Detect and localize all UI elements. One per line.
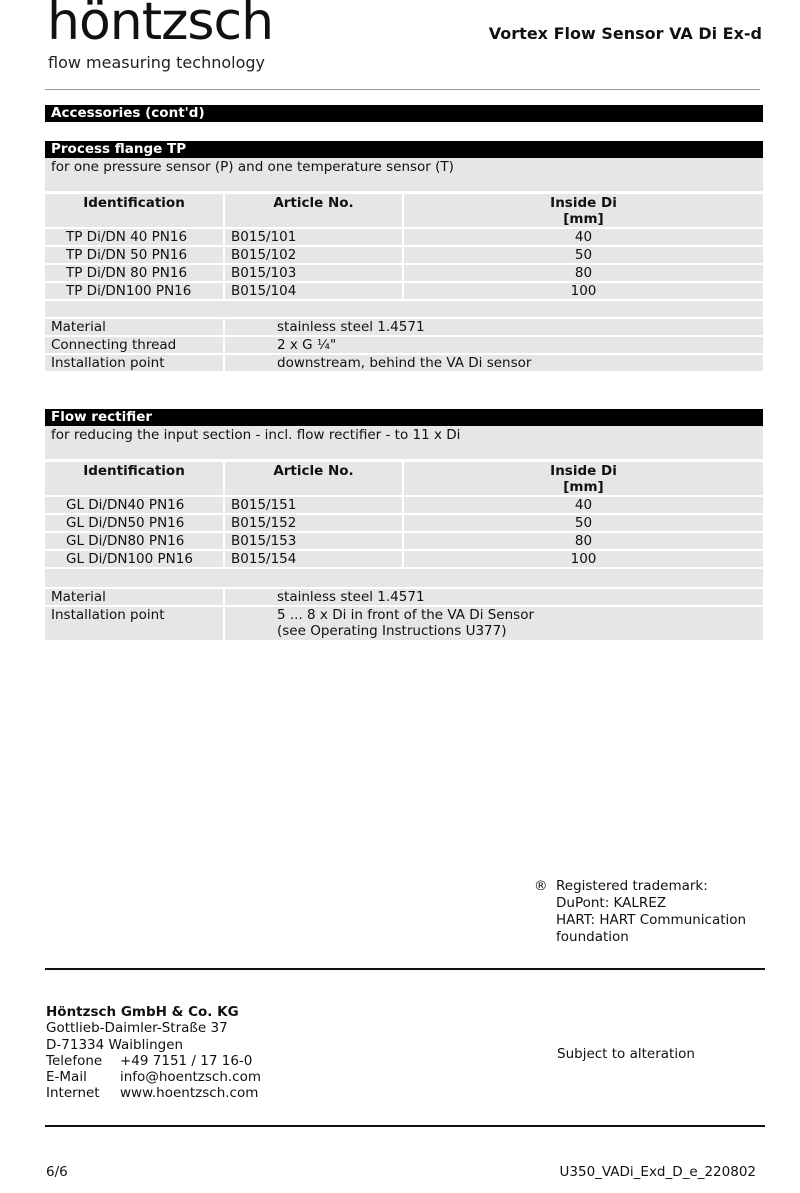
rectifier-table-header [45, 462, 763, 495]
property-row [45, 337, 763, 353]
row-inside-di: 100 [404, 551, 763, 567]
page-number: 6/6 [46, 1164, 68, 1180]
col-article: Article No. [225, 194, 402, 227]
subject-note: Subject to alteration [557, 1046, 695, 1062]
flange-description: for one pressure sensor (P) and one temperature sensor (T) [45, 158, 763, 191]
company-address [46, 1004, 261, 1102]
col-article: Article No. [225, 462, 402, 495]
property-label: Material [45, 319, 223, 335]
property-row [45, 319, 763, 335]
email-label: E-Mail [46, 1069, 87, 1086]
table-row [45, 229, 763, 245]
row-identification: GL Di/DN50 PN16 [45, 515, 223, 531]
website-link[interactable]: www.hoentzsch.com [120, 1085, 259, 1102]
col-identification: Identification [45, 194, 223, 227]
web-label: Internet [46, 1085, 100, 1102]
company-logo: höntzsch [47, 0, 274, 52]
property-label: Connecting thread [45, 337, 223, 353]
col-identification: Identification [45, 462, 223, 495]
property-label: Material [45, 589, 223, 605]
trademark-line: DuPont: KALREZ [556, 895, 667, 911]
row-inside-di: 100 [404, 283, 763, 299]
col-inside-di [404, 194, 763, 227]
table-row [45, 265, 763, 281]
document-title: Vortex Flow Sensor VA Di Ex-d [488, 24, 762, 43]
row-article: B015/103 [225, 265, 402, 281]
table-row [45, 515, 763, 531]
property-value: downstream, behind the VA Di sensor [225, 355, 763, 371]
property-label: Installation point [45, 355, 223, 371]
row-identification: GL Di/DN100 PN16 [45, 551, 223, 567]
footer-divider-top [45, 968, 765, 970]
col-inside-di-label: Inside Di [550, 463, 617, 479]
property-value: 2 x G ¼" [225, 337, 763, 353]
row-article: B015/153 [225, 533, 402, 549]
section-title-rectifier: Flow rectifier [45, 409, 763, 426]
flange-table-header [45, 194, 763, 227]
table-row [45, 551, 763, 567]
company-name: Höntzsch GmbH & Co. KG [46, 1004, 239, 1020]
table-row [45, 533, 763, 549]
document-id: U350_VADi_Exd_D_e_220802 [559, 1164, 756, 1180]
row-article: B015/102 [225, 247, 402, 263]
row-identification: GL Di/DN40 PN16 [45, 497, 223, 513]
property-row [45, 589, 763, 605]
property-row [45, 607, 763, 640]
logo-tagline: flow measuring technology [48, 53, 265, 72]
col-inside-di-label: Inside Di [550, 195, 617, 211]
email-link[interactable]: info@hoentzsch.com [120, 1069, 262, 1086]
row-article: B015/154 [225, 551, 402, 567]
property-value: stainless steel 1.4571 [225, 589, 763, 605]
row-article: B015/151 [225, 497, 402, 513]
col-inside-di-unit: [mm] [563, 211, 604, 227]
table-row [45, 497, 763, 513]
row-inside-di: 40 [404, 497, 763, 513]
trademark-line: Registered trademark: [556, 878, 708, 894]
property-label: Installation point [45, 607, 223, 640]
company-street: Gottlieb-Daimler-Straße 37 [46, 1020, 228, 1037]
accessories-bar: Accessories (cont'd) [45, 105, 763, 122]
property-value [225, 607, 763, 640]
row-inside-di: 50 [404, 515, 763, 531]
row-article: B015/152 [225, 515, 402, 531]
col-inside-di-unit: [mm] [563, 479, 604, 495]
rectifier-description: for reducing the input section - incl. flow rectifier - to 11 x Di [45, 426, 763, 459]
company-city: D-71334 Waiblingen [46, 1036, 184, 1053]
row-inside-di: 80 [404, 265, 763, 281]
row-identification: TP Di/DN 50 PN16 [45, 247, 223, 263]
row-inside-di: 50 [404, 247, 763, 263]
trademark-note [534, 878, 746, 946]
row-identification: GL Di/DN80 PN16 [45, 533, 223, 549]
registered-symbol: ® [534, 878, 548, 894]
phone-label: Telefone [46, 1052, 103, 1069]
property-value: stainless steel 1.4571 [225, 319, 763, 335]
row-article: B015/101 [225, 229, 402, 245]
row-identification: TP Di/DN 40 PN16 [45, 229, 223, 245]
table-row [45, 283, 763, 299]
spacer-row [45, 301, 763, 317]
footer-divider-bottom [45, 1125, 765, 1127]
trademark-line: HART: HART Communication [556, 912, 747, 928]
property-value-line2: (see Operating Instructions U377) [277, 623, 507, 639]
spacer-row [45, 569, 763, 587]
col-inside-di [404, 462, 763, 495]
property-value-line1: 5 ... 8 x Di in front of the VA Di Sensor [277, 607, 535, 623]
table-row [45, 247, 763, 263]
phone-value: +49 7151 / 17 16-0 [120, 1052, 253, 1069]
row-inside-di: 40 [404, 229, 763, 245]
section-title-flange: Process flange TP [45, 141, 763, 158]
header-divider [45, 89, 760, 90]
trademark-line: foundation [556, 929, 629, 945]
row-identification: TP Di/DN 80 PN16 [45, 265, 223, 281]
row-identification: TP Di/DN100 PN16 [45, 283, 223, 299]
row-inside-di: 80 [404, 533, 763, 549]
row-article: B015/104 [225, 283, 402, 299]
property-row [45, 355, 763, 371]
